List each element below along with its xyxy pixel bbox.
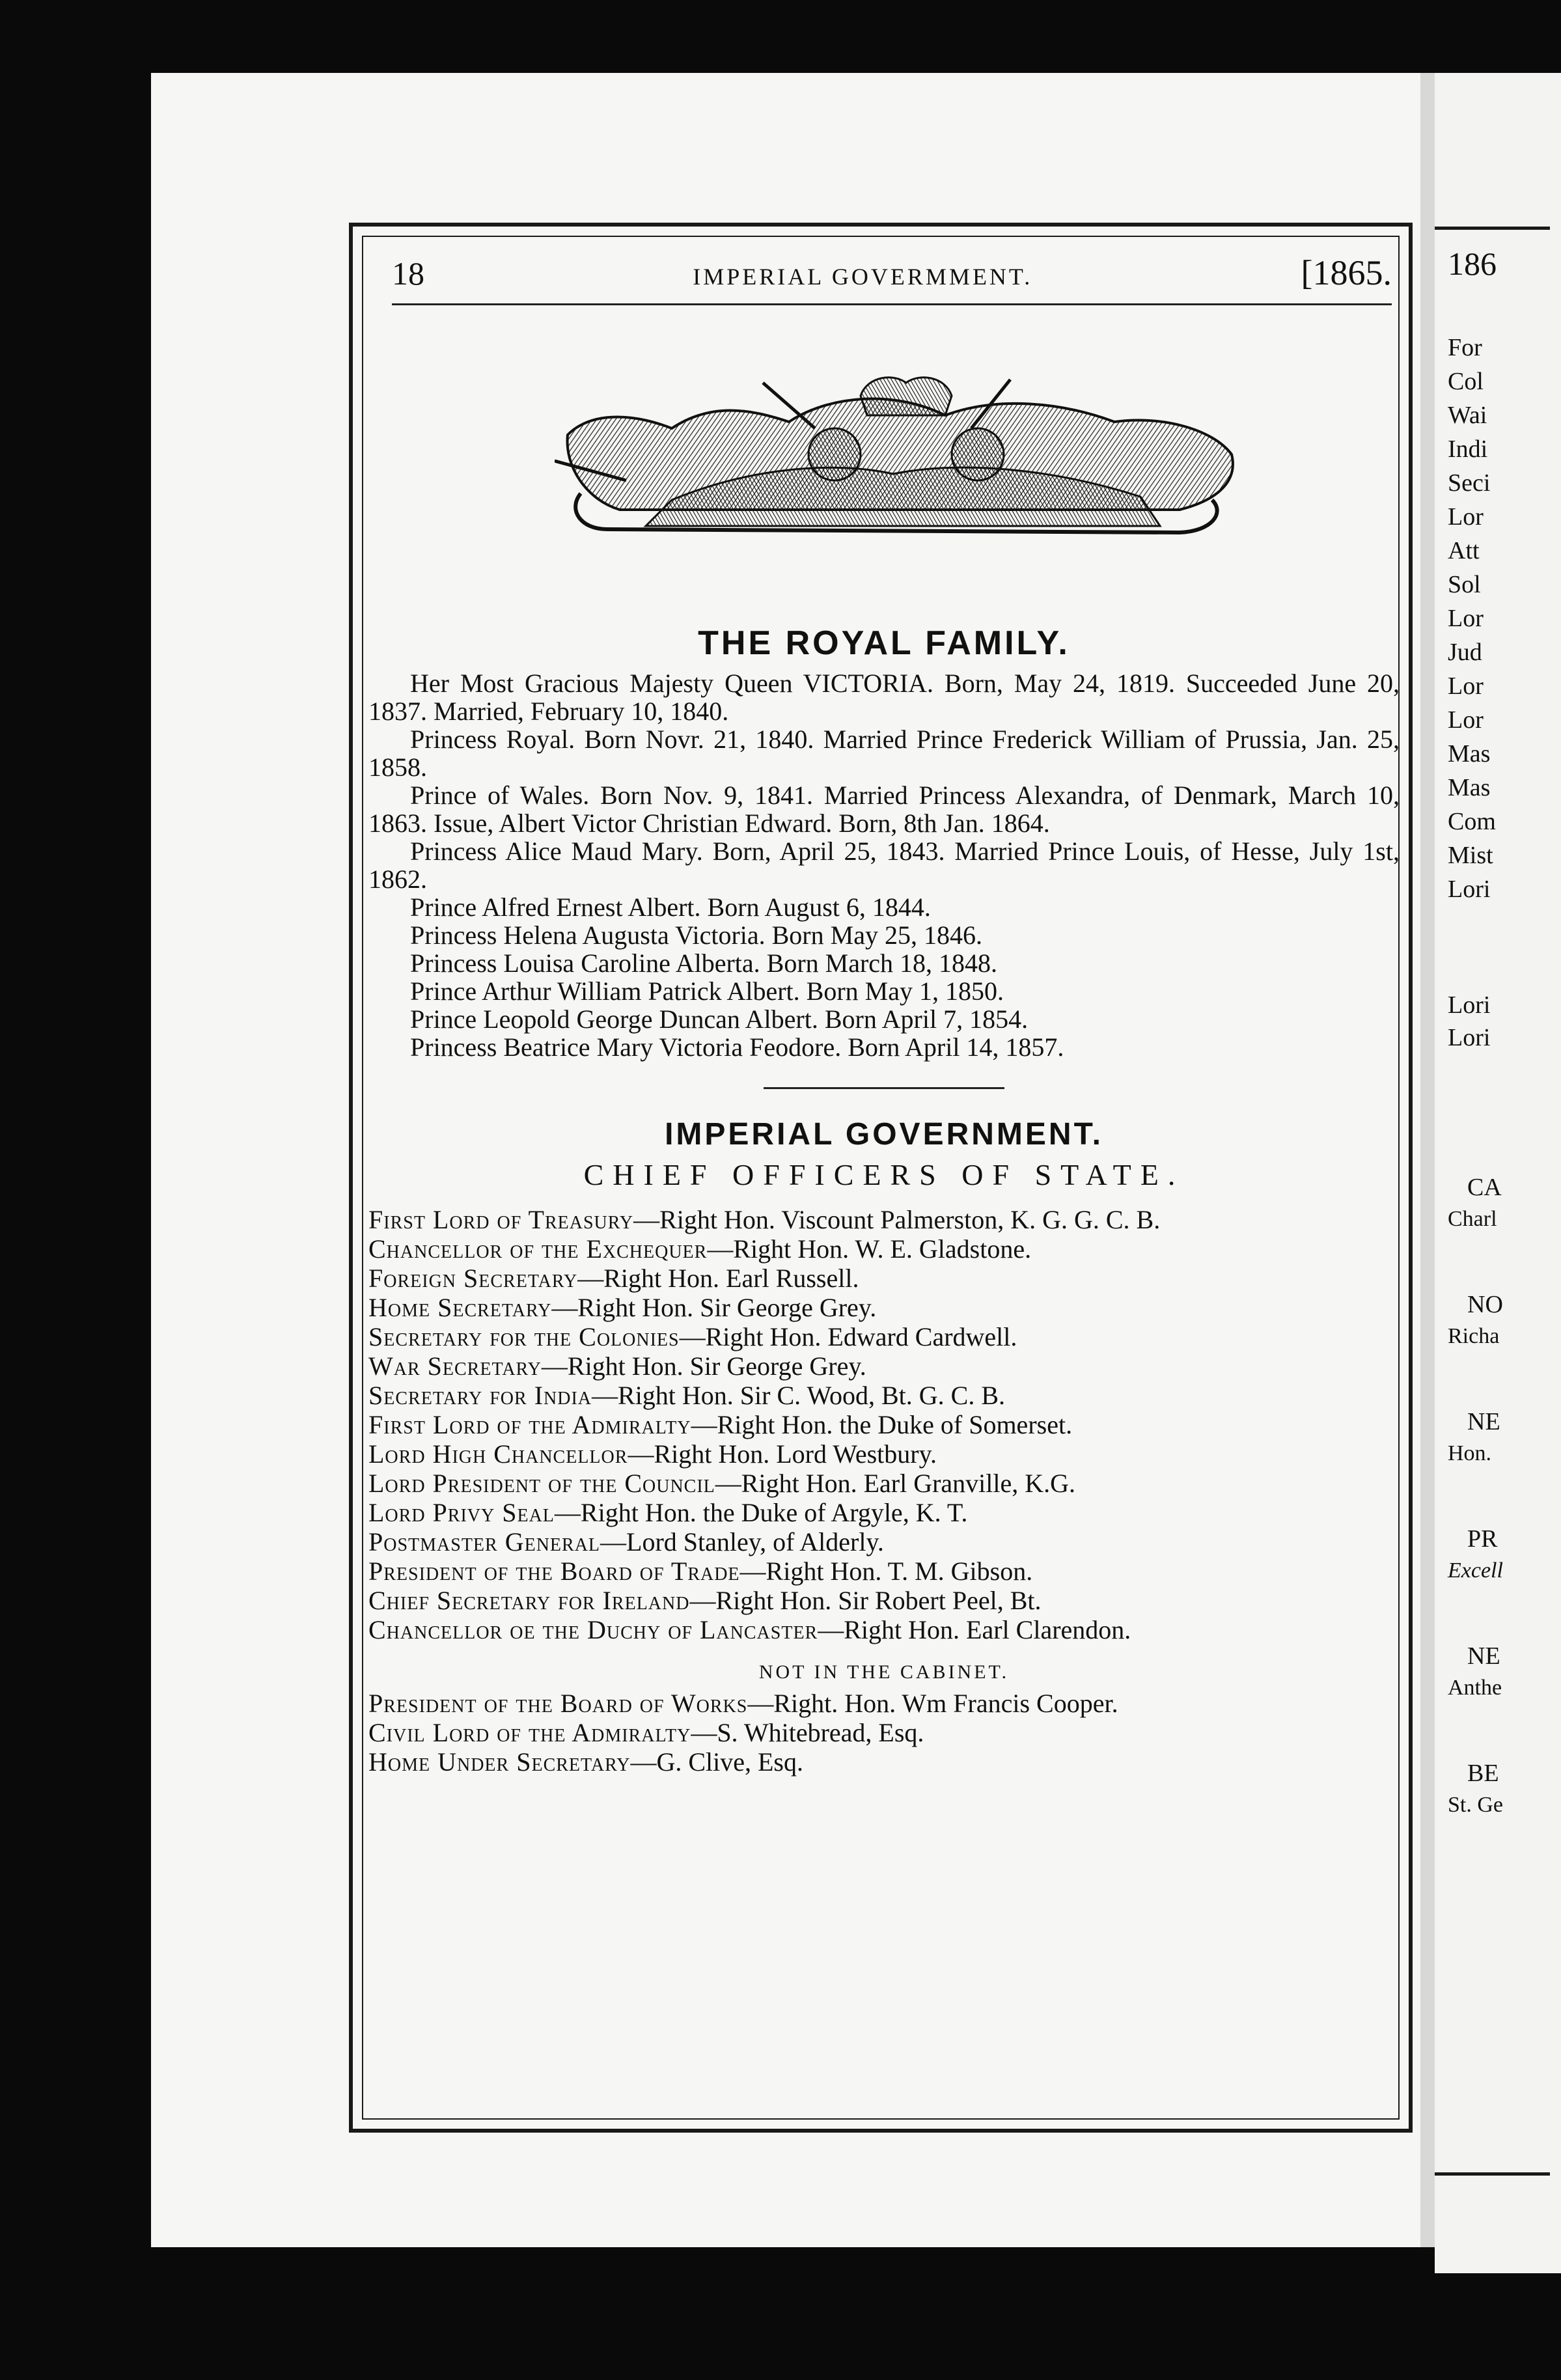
office-entry: Lord President of the Council—Right Hon. Earl Granville, K.G. [368,1469,1076,1498]
office-holder: Right Hon. Sir Robert Peel, Bt. [715,1586,1042,1615]
facing-page [1435,73,1561,2273]
page-gutter [1420,73,1435,2247]
office-holder: Right Hon. T. M. Gibson. [766,1557,1033,1586]
office-holder: Right Hon. Edward Cardwell. [705,1322,1017,1351]
royal-family-entry: Prince Arthur William Patrick Albert. Born May 1, 1850. [410,976,1004,1006]
royal-family-entry: Princess Royal. Born Novr. 21, 1840. Married Prince Frederick William of Prussia, Jan. 25, 1858. [368,725,1400,782]
page-year: [1865. [1301,253,1392,292]
office-entry: Lord Privy Seal—Right Hon. the Duke of Argyle, K. T. [368,1498,968,1527]
facing-page-line: Sol [1448,571,1481,598]
page-header [392,253,1392,305]
office-holder: Right Hon. the Duke of Somerset. [717,1410,1073,1439]
office-entry: Secretary for India—Right Hon. Sir C. Wood, Bt. G. C. B. [368,1381,1006,1410]
facing-page-section-sub: Hon. [1448,1441,1492,1465]
office-entry: Home Secretary—Right Hon. Sir George Grey. [368,1293,877,1322]
office-entry: Chancellor of the Exchequer—Right Hon. W. E. Gladstone. [368,1234,1032,1264]
royal-family-list [368,669,1400,1061]
office-entry: Foreign Secretary—Right Hon. Earl Russell. [368,1264,859,1293]
running-title: IMPERIAL GOVERMMENT. [693,264,1033,290]
royal-family-entry: Prince of Wales. Born Nov. 9, 1841. Married Princess Alexandra, of Denmark, March 10, 1863. Issue, Albert Victor Christian Edward. Born, 8th Jan. 1864. [368,781,1400,838]
facing-page-section-head: CA [1467,1174,1502,1201]
office-holder: Right Hon. Sir George Grey. [577,1293,877,1322]
office-title: Postmaster General [368,1527,601,1557]
office-entry: Home Under Secretary—G. Clive, Esq. [368,1747,803,1777]
facing-page-section-sub: St. Ge [1448,1793,1503,1817]
facing-page-section-head: PR [1467,1525,1498,1553]
facing-page-line: Lor [1448,605,1484,632]
section-divider [764,1087,1004,1089]
office-title: President of the Board of Trade [368,1557,740,1586]
government-subheading: CHIEF OFFICERS OF STATE. [583,1158,1185,1191]
facing-page-line: Lori [1448,991,1491,1019]
facing-page-line: Lori [1448,1024,1491,1051]
office-holder: Right Hon. Lord Westbury. [654,1439,937,1469]
facing-page-line: Mas [1448,774,1491,801]
royal-family-entry: Prince Alfred Ernest Albert. Born August 6, 1844. [410,893,931,922]
facing-page-line: Col [1448,368,1484,395]
not-in-cabinet-heading: NOT IN THE CABINET. [758,1661,1010,1683]
office-holder: Right. Hon. Wm Francis Cooper. [773,1689,1118,1718]
facing-page-number: 186 [1448,245,1497,282]
office-holder: Right Hon. Earl Russell. [603,1264,859,1293]
page-number: 18 [392,255,424,292]
office-title: Foreign Secretary [368,1264,578,1293]
office-title: Chief Secretary for Ireland [368,1586,690,1615]
office-entry: President of the Board of Works—Right. Hon. Wm Francis Cooper. [368,1689,1118,1718]
facing-page-section-head: NE [1467,1408,1500,1435]
facing-page-section-sub: Richa [1448,1324,1500,1348]
facing-page-line: Jud [1448,639,1482,666]
facing-page-line: Com [1448,808,1496,835]
facing-page-line: Wai [1448,402,1487,429]
office-title: Lord Privy Seal [368,1498,555,1527]
office-title: Lord High Chancellor [368,1439,628,1469]
office-holder: Right Hon. Earl Clarendon. [844,1615,1131,1644]
office-title: First Lord of Treasury [368,1205,634,1234]
facing-page-line: Lori [1448,876,1491,903]
office-entry: Secretary for the Colonies—Right Hon. Edward Cardwell. [368,1322,1017,1351]
non-cabinet-offices-list [368,1689,1400,1777]
office-entry: Civil Lord of the Admiralty—S. Whitebread, Esq. [368,1718,924,1747]
royal-family-entry: Her Most Gracious Majesty Queen VICTORIA. Born, May 24, 1819. Succeeded June 20, 1837. Married, February 10, 1840. [368,669,1400,726]
office-title: Secretary for India [368,1381,592,1410]
office-title: Secretary for the Colonies [368,1322,680,1351]
office-entry: Lord High Chancellor—Right Hon. Lord Westbury. [368,1439,937,1469]
facing-page-line: Lor [1448,706,1484,734]
office-entry: Chief Secretary for Ireland—Right Hon. Sir Robert Peel, Bt. [368,1586,1042,1615]
government-heading: IMPERIAL GOVERNMENT. [665,1117,1103,1152]
office-holder: Right Hon. W. E. Gladstone. [733,1234,1032,1264]
facing-page-line: Indi [1448,436,1488,463]
cabinet-offices-list [368,1205,1400,1644]
royal-family-entry: Prince Leopold George Duncan Albert. Born April 7, 1854. [410,1004,1029,1034]
royal-family-entry: Princess Louisa Caroline Alberta. Born March 18, 1848. [410,948,998,978]
royal-family-entry: Princess Alice Maud Mary. Born, April 25, 1843. Married Prince Louis, of Hesse, July 1st, 1862. [368,837,1400,894]
facing-page-section-sub: Charl [1448,1207,1497,1231]
facing-page-line: Mist [1448,842,1493,869]
royal-family-entry: Princess Helena Augusta Victoria. Born May 25, 1846. [410,920,982,950]
office-entry: First Lord of the Admiralty—Right Hon. the Duke of Somerset. [368,1410,1073,1439]
royal-arms-engraving [555,370,1245,539]
facing-page-section-sub: Anthe [1448,1676,1502,1700]
office-entry: Postmaster General—Lord Stanley, of Alderly. [368,1527,884,1557]
office-entry: Chancellor oe the Duchy of Lancaster—Right Hon. Earl Clarendon. [368,1615,1131,1644]
office-title: Civil Lord of the Admiralty [368,1718,691,1747]
office-title: Chancellor of the Exchequer [368,1234,708,1264]
facing-page-line: For [1448,334,1482,361]
office-holder: Right Hon. Sir George Grey. [567,1351,866,1381]
royal-family-heading: THE ROYAL FAMILY. [698,624,1070,662]
office-title: First Lord of the Admiralty [368,1410,691,1439]
office-holder: Right Hon. Viscount Palmerston, K. G. G. C. B. [659,1205,1161,1234]
office-entry: First Lord of Treasury—Right Hon. Viscount Palmerston, K. G. G. C. B. [368,1205,1161,1234]
office-title: President of the Board of Works [368,1689,748,1718]
office-title: Home Under Secretary [368,1747,631,1777]
page-body [368,624,1400,1777]
office-holder: Right Hon. Earl Granville, K.G. [741,1469,1076,1498]
royal-family-entry: Princess Beatrice Mary Victoria Feodore. Born April 14, 1857. [410,1032,1064,1062]
office-title: War Secretary [368,1351,542,1381]
office-holder: Right Hon. Sir C. Wood, Bt. G. C. B. [618,1381,1006,1410]
facing-page-section-sub: Excell [1448,1558,1503,1583]
facing-page-section-head: NE [1467,1642,1500,1670]
facing-page-section-head: NO [1467,1291,1503,1318]
facing-page-line: Lor [1448,503,1484,531]
office-holder: G. Clive, Esq. [656,1747,803,1777]
office-entry: War Secretary—Right Hon. Sir George Grey. [368,1351,866,1381]
facing-page-line: Seci [1448,469,1491,497]
office-title: Lord President of the Council [368,1469,715,1498]
office-title: Home Secretary [368,1293,552,1322]
office-title: Chancellor oe the Duchy of Lancaster [368,1615,818,1644]
facing-page-line: Att [1448,537,1480,564]
page-frame [349,223,1413,2133]
office-holder: S. Whitebread, Esq. [717,1718,924,1747]
office-entry: President of the Board of Trade—Right Hon. T. M. Gibson. [368,1557,1033,1586]
office-holder: Lord Stanley, of Alderly. [626,1527,884,1557]
facing-page-line: Mas [1448,740,1491,768]
office-holder: Right Hon. the Duke of Argyle, K. T. [580,1498,968,1527]
facing-page-line: Lor [1448,672,1484,700]
facing-page-section-head: BE [1467,1760,1499,1787]
